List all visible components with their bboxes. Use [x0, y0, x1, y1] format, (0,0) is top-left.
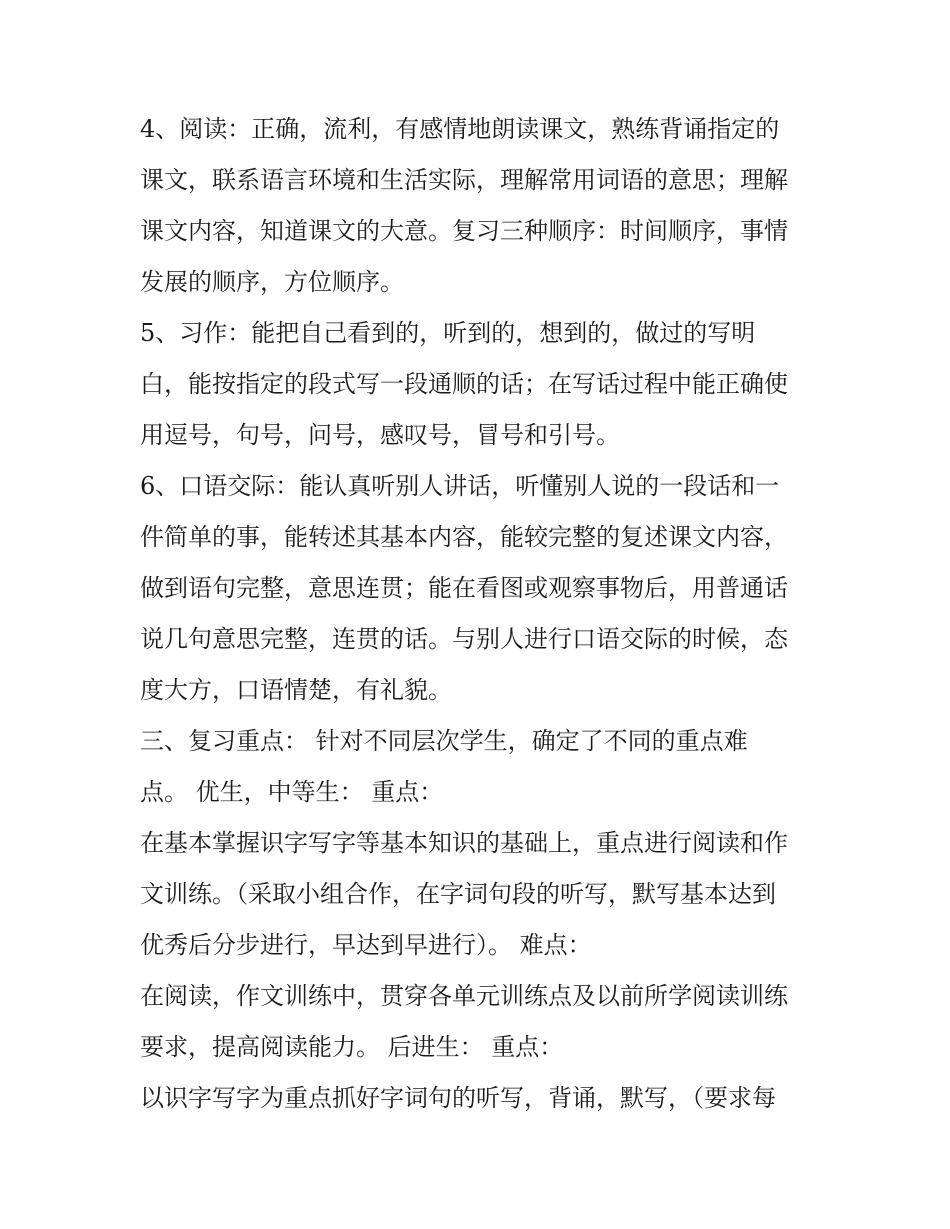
- text-line: 说几句意思完整，连贯的话。与别人进行口语交际的时候，态: [140, 625, 788, 653]
- text-line: 做到语句完整，意思连贯；能在看图或观察事物后，用普通话: [140, 574, 788, 602]
- paragraph-difficulty: [140, 971, 820, 1073]
- paragraph-struggling-students: [140, 1073, 820, 1124]
- text-line: 课文，联系语言环境和生活实际，理解常用词语的意思；理解: [140, 166, 788, 194]
- text-line: 白，能按指定的段式写一段通顺的话；在写话过程中能正确使: [140, 370, 788, 398]
- text-line: 文训练。（采取小组合作，在字词句段的听写，默写基本达到: [140, 880, 776, 908]
- document-body: [140, 104, 820, 1124]
- paragraph-review-focus: [140, 716, 820, 818]
- text-line: 件简单的事，能转述其基本内容，能较完整的复述课文内容，: [140, 523, 788, 551]
- text-line: 在阅读，作文训练中，贯穿各单元训练点及以前所学阅读训练: [140, 982, 788, 1010]
- text-line: 5、习作：能把自己看到的，听到的，想到的，做过的写明: [140, 319, 756, 347]
- text-line: 在基本掌握识字写字等基本知识的基础上，重点进行阅读和作: [140, 829, 788, 857]
- text-line: 点。 优生，中等生： 重点：: [140, 778, 444, 806]
- text-line: 以识字写字为重点抓好字词句的听写，背诵，默写，（要求每: [140, 1084, 776, 1112]
- text-line: 4、阅读：正确，流利，有感情地朗读课文，熟练背诵指定的: [140, 115, 780, 143]
- paragraph-reading: [140, 104, 820, 308]
- text-line: 课文内容，知道课文的大意。复习三种顺序：时间顺序，事情: [140, 217, 788, 245]
- text-line: 要求，提高阅读能力。 后进生： 重点：: [140, 1033, 564, 1061]
- text-line: 6、口语交际：能认真听别人讲话，听懂别人说的一段话和一: [140, 472, 780, 500]
- text-line: 度大方，口语情楚，有礼貌。: [140, 676, 452, 704]
- paragraph-writing: [140, 308, 820, 461]
- text-line: 用逗号，句号，问号，感叹号，冒号和引号。: [140, 421, 620, 449]
- paragraph-top-students: [140, 818, 820, 971]
- text-line: 发展的顺序，方位顺序。: [140, 268, 404, 296]
- paragraph-oral-communication: [140, 461, 820, 716]
- text-line: 优秀后分步进行，早达到早进行）。 难点：: [140, 931, 592, 959]
- text-line: 三、复习重点： 针对不同层次学生，确定了不同的重点难: [140, 727, 748, 755]
